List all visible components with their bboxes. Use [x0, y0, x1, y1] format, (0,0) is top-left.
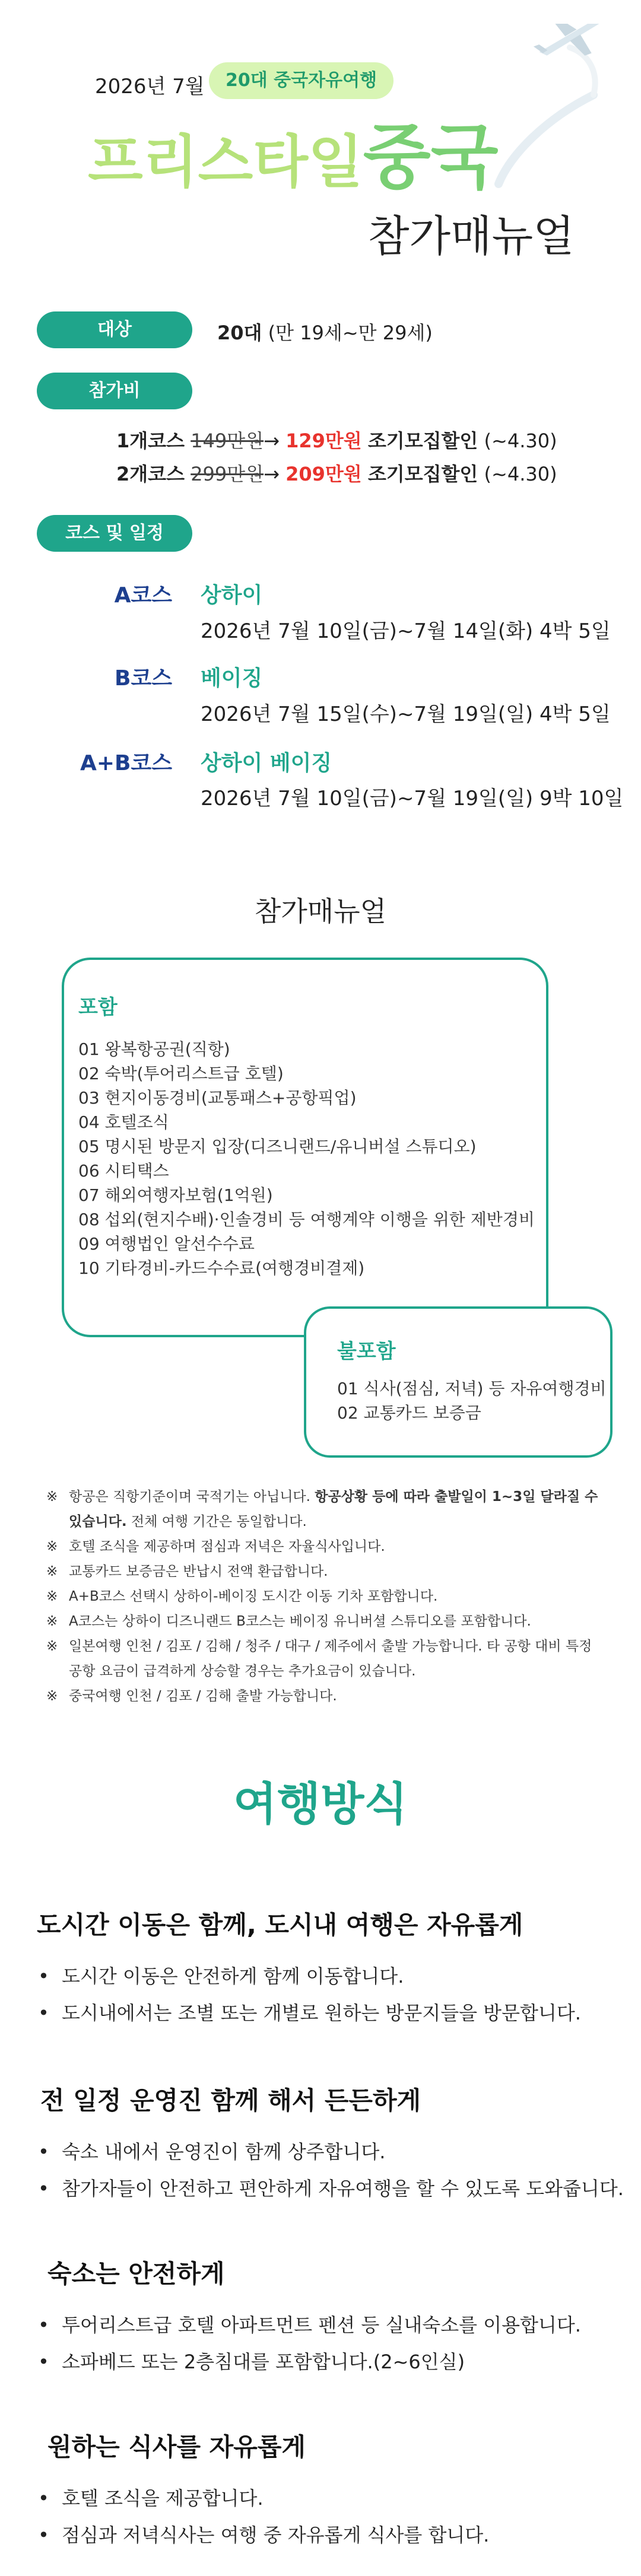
note-text: 중국여행 인천 / 김포 / 김해 출발 가능합니다. — [69, 1688, 337, 1704]
course-code-a: A코스 — [114, 583, 172, 608]
list-item — [38, 2137, 385, 2164]
course-dates-ab: 2026년 7월 10일(금)~7월 19일(일) 9박 10일 — [201, 787, 624, 810]
fee-course: 2개코스 — [116, 463, 185, 485]
note-mark: ※ — [46, 1489, 58, 1505]
bullet-text: 참가자들이 안전하고 편안하게 자유여행을 할 수 있도록 도와줍니다. — [62, 2177, 624, 2200]
bullet: • — [38, 2177, 49, 2200]
course-name-ab: 상하이 베이징 — [201, 751, 332, 775]
course-dates-b: 2026년 7월 15일(수)~7월 19일(일) 4박 5일 — [201, 702, 611, 726]
section-heading-staff: 전 일정 운영진 함께 해서 든든하게 — [40, 2086, 421, 2115]
fee-promo: 조기모집할인 — [367, 430, 478, 452]
fee-deadline: (~4.30) — [484, 430, 557, 452]
note-item — [46, 1484, 601, 1534]
header-date: 2026년 7월 — [95, 75, 205, 98]
target-age: 20대 — [217, 322, 262, 344]
bullet-text: 도시내에서는 조별 또는 개별로 원하는 방문지들을 방문합니다. — [62, 2002, 581, 2024]
note-text: 항공은 직항기준이며 국적기는 아닙니다. — [69, 1489, 315, 1505]
note-mark: ※ — [46, 1564, 58, 1579]
note-item — [46, 1584, 601, 1609]
note-mark: ※ — [46, 1688, 58, 1704]
fee-old-price: 149만원 — [191, 430, 264, 452]
bullet-text: 투어리스트급 호텔 아파트먼트 펜션 등 실내숙소를 이용합니다. — [62, 2314, 581, 2336]
list-item — [38, 2174, 624, 2201]
courses-label: 코스 및 일정 — [37, 515, 192, 552]
note-item — [46, 1534, 601, 1559]
fee-new-price: 209만원 — [285, 463, 362, 485]
page-subtitle: 참가매뉴얼 — [368, 211, 575, 261]
note-emphasis: 항공상황 등에 따라 출발일이 1~3일 달라질 수 있습니다. — [69, 1489, 598, 1529]
fee-row-2 — [116, 459, 557, 486]
note-item — [46, 1684, 601, 1709]
fee-old-price: 299만원 — [191, 463, 264, 485]
fee-row-1 — [116, 426, 557, 453]
note-text: A+B코스 선택시 상하이-베이징 도시간 이동 기차 포함합니다. — [69, 1589, 438, 1604]
included-list — [78, 1037, 535, 1280]
list-item: 04 호텔조식 — [78, 1112, 169, 1132]
list-item: 01 식사(점심, 저녁) 등 자유여행경비 — [337, 1379, 607, 1398]
bullet-text: 숙소 내에서 운영진이 함께 상주합니다. — [62, 2141, 386, 2163]
course-dates-a: 2026년 7월 10일(금)~7월 14일(화) 4박 5일 — [201, 619, 611, 643]
bullet: • — [38, 2524, 49, 2546]
bullet: • — [38, 1965, 49, 1987]
list-item — [38, 2310, 581, 2338]
note-mark: ※ — [46, 1639, 58, 1654]
list-item: 08 섭외(현지수배)·인솔경비 등 여행계약 이행을 위한 제반경비 — [78, 1210, 535, 1229]
excluded-list — [337, 1376, 607, 1425]
fee-deadline: (~4.30) — [484, 463, 557, 485]
bullet: • — [38, 2487, 49, 2510]
page-title — [88, 113, 499, 202]
fee-course: 1개코스 — [116, 430, 185, 452]
fee-label: 참가비 — [37, 373, 192, 409]
list-item: 02 숙박(투어리스트급 호텔) — [78, 1064, 284, 1083]
bullet: • — [38, 2141, 49, 2163]
fee-arrow: → — [264, 430, 280, 452]
fee-arrow: → — [264, 463, 280, 485]
course-name-a: 상하이 — [201, 583, 263, 608]
section-heading-move: 도시간 이동은 함께, 도시내 여행은 자유롭게 — [37, 1910, 523, 1939]
note-text: 호텔 조식을 제공하며 점심과 저녁은 자율식사입니다. — [69, 1539, 385, 1554]
list-item — [38, 2520, 489, 2548]
course-code-ab: A+B코스 — [80, 751, 172, 775]
target-range: (만 19세~만 29세) — [262, 322, 433, 344]
excluded-title: 불포함 — [337, 1340, 396, 1363]
list-item: 05 명시된 방문지 입장(디즈니랜드/유니버설 스튜디오) — [78, 1137, 477, 1156]
note-mark: ※ — [46, 1539, 58, 1554]
list-item — [38, 1998, 581, 2025]
title-part1: 프리스타일 — [88, 129, 363, 195]
bullet: • — [38, 2351, 49, 2373]
course-code-b: B코스 — [115, 666, 172, 691]
note-item — [46, 1609, 601, 1634]
list-item: 01 왕복항공권(직항) — [78, 1039, 230, 1059]
note-item — [46, 1634, 601, 1684]
notes-list — [46, 1484, 601, 1709]
note-mark: ※ — [46, 1614, 58, 1629]
included-title: 포함 — [78, 996, 118, 1019]
bullet: • — [38, 2002, 49, 2024]
bullet: • — [38, 2314, 49, 2336]
manual-title: 참가매뉴얼 — [254, 895, 387, 927]
title-part2: 중국 — [363, 116, 499, 198]
note-item — [46, 1559, 601, 1584]
bullet-text: 도시간 이동은 안전하게 함께 이동합니다. — [62, 1965, 404, 1987]
course-name-b: 베이징 — [201, 666, 263, 691]
note-text: A코스는 상하이 디즈니랜드 B코스는 베이징 유니버셜 스튜디오를 포함합니다. — [69, 1614, 531, 1629]
note-text: 일본여행 인천 / 김포 / 김해 / 청주 / 대구 / 제주에서 출발 가능합니다. 타 공항 대비 특정 공항 요금이 급격하게 상승할 경우는 추가요금이 있습니다. — [69, 1639, 592, 1679]
bullet-text: 호텔 조식을 제공합니다. — [62, 2487, 264, 2510]
list-item: 02 교통카드 보증금 — [337, 1403, 481, 1423]
note-text: 교통카드 보증금은 반납시 전액 환급합니다. — [69, 1564, 328, 1579]
list-item: 10 기타경비-카드수수료(여행경비결제) — [78, 1258, 365, 1278]
section-heading-meals: 원하는 식사를 자유롭게 — [47, 2432, 306, 2461]
header-badge: 20대 중국자유여행 — [209, 62, 394, 99]
bullet-text: 점심과 저녁식사는 여행 중 자유롭게 식사를 합니다. — [62, 2524, 490, 2546]
target-label: 대상 — [37, 311, 192, 348]
list-item: 09 여행법인 알선수수료 — [78, 1234, 255, 1254]
fee-new-price: 129만원 — [285, 430, 362, 452]
list-item: 06 시티택스 — [78, 1161, 169, 1181]
list-item — [38, 1961, 404, 1989]
note-text: 전체 여행 기간은 동일합니다. — [126, 1514, 307, 1529]
target-value — [217, 318, 433, 345]
travel-title: 여행방식 — [233, 1777, 408, 1830]
list-item: 07 해외여행자보험(1억원) — [78, 1185, 273, 1205]
list-item — [38, 2483, 264, 2511]
list-item: 03 현지이동경비(교통패스+공항픽업) — [78, 1088, 357, 1108]
fee-promo: 조기모집할인 — [367, 463, 478, 485]
note-mark: ※ — [46, 1589, 58, 1604]
list-item — [38, 2347, 465, 2374]
bullet-text: 소파베드 또는 2층침대를 포함합니다.(2~6인실) — [62, 2351, 465, 2373]
section-heading-lodging: 숙소는 안전하게 — [47, 2259, 225, 2288]
